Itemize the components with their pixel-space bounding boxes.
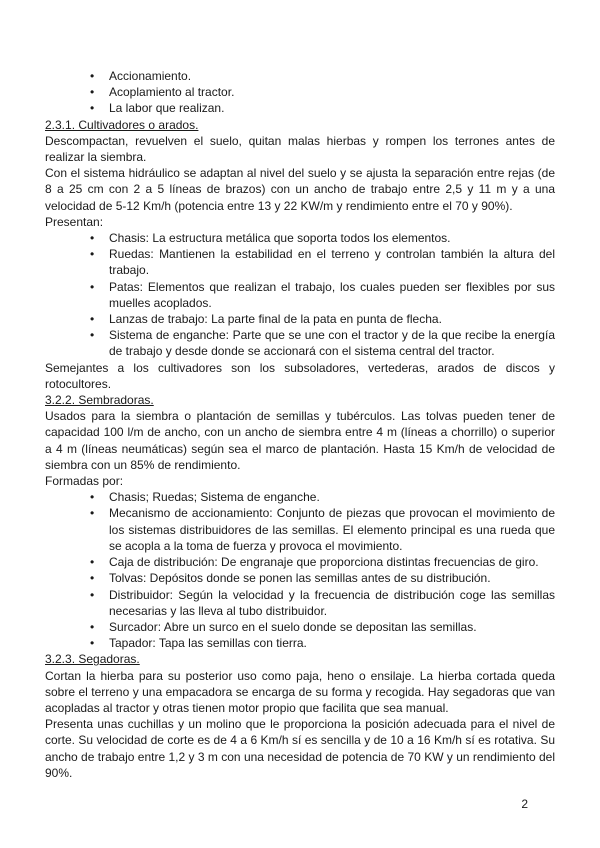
list-item: • Tapador: Tapa las semillas con tierra.	[109, 635, 555, 651]
list-item: • La labor que realizan.	[109, 100, 555, 116]
list-item: • Surcador: Abre un surco en el suelo donde se depositan las semillas.	[109, 619, 555, 635]
list-item: • Acoplamiento al tractor.	[109, 84, 555, 100]
paragraph: Con el sistema hidráulico se adaptan al nivel del suelo y se ajusta la separación entre rejas (de 8 a 25 cm con 2 a 5 líneas de brazos) con un ancho de trabajo entre 2,5 y 11 m y a una velocidad de 5-12 Km/h (potencia entre 13 y 22 KW/m y rendimiento entre el 70 y 90%).	[45, 166, 555, 213]
cultivadores-list	[45, 230, 555, 360]
paragraph: Cortan la hierba para su posterior uso como paja, heno o ensilaje. La hierba cortada queda sobre el terreno y una empacadora se encarga de su forma y recogida. Hay segadoras que van acopladas al tractor y otras tienen motor propio que facilita que sea manual.	[45, 668, 555, 715]
page-content	[45, 68, 555, 781]
section-heading-sembradoras: 3.2.2. Sembradoras.	[45, 393, 154, 408]
paragraph: Usados para la siembra o plantación de semillas y tubérculos. Las tolvas pueden tener de capacidad 100 l/m de ancho, con un ancho de siembra entre 4 m (líneas a chorrillo) o superior a 4 m (líneas neumáticas) según sea el marco de plantación. Hasta 15 Km/h de velocidad de siembra con un 85% de rendimiento.	[45, 409, 555, 472]
paragraph: Semejantes a los cultivadores son los subsoladores, vertederas, arados de discos y rotocultores.	[45, 360, 555, 391]
section-heading-segadoras: 3.2.3. Segadoras.	[45, 652, 140, 667]
intro-list	[45, 68, 555, 117]
list-item: • Patas: Elementos que realizan el trabajo, los cuales pueden ser flexibles por sus muelles acoplados.	[109, 279, 555, 311]
list-item: • Caja de distribución: De engranaje que proporciona distintas frecuencias de giro.	[109, 554, 555, 570]
list-item: • Distribuidor: Según la velocidad y la frecuencia de distribución coge las semillas necesarias y las lleva al tubo distribuidor.	[109, 587, 555, 619]
list-item: • Chasis; Ruedas; Sistema de enganche.	[109, 489, 555, 505]
paragraph: Presenta unas cuchillas y un molino que le proporciona la posición adecuada para el nivel de corte. Su velocidad de corte es de 4 a 6 Km/h sí es sencilla y de 10 a 16 Km/h sí es rotativa. Su ancho de trabajo entre 1,2 y 3 m con una necesidad de potencia de 70 KW y un rendimiento del 90%.	[45, 717, 555, 780]
list-item: • Accionamiento.	[109, 68, 555, 84]
paragraph: Descompactan, revuelven el suelo, quitan malas hierbas y rompen los terrones antes de realizar la siembra.	[45, 133, 555, 165]
paragraph: Formadas por:	[45, 474, 124, 489]
section-heading-cultivadores: 2.3.1. Cultivadores o arados.	[45, 117, 199, 132]
list-item: • Tolvas: Depósitos donde se ponen las semillas antes de su distribución.	[109, 570, 555, 586]
page-number: 2	[521, 797, 528, 811]
list-item: • Ruedas: Mantienen la estabilidad en el terreno y controlan también la altura del trabajo.	[109, 246, 555, 278]
list-item: • Mecanismo de accionamiento: Conjunto de piezas que provocan el movimiento de los sistemas distribuidores de las semillas. El elemento principal es una rueda que se acopla a la toma de fuerza y provoca el movimiento.	[109, 505, 555, 554]
sembradoras-list	[45, 489, 555, 651]
list-item: • Sistema de enganche: Parte que se une con el tractor y de la que recibe la energía de trabajo y desde donde se accionará con el sistema central del tractor.	[109, 327, 555, 359]
list-item: • Lanzas de trabajo: La parte final de la pata en punta de flecha.	[109, 311, 555, 327]
list-item: • Chasis: La estructura metálica que soporta todos los elementos.	[109, 230, 555, 246]
paragraph: Presentan:	[45, 214, 104, 229]
